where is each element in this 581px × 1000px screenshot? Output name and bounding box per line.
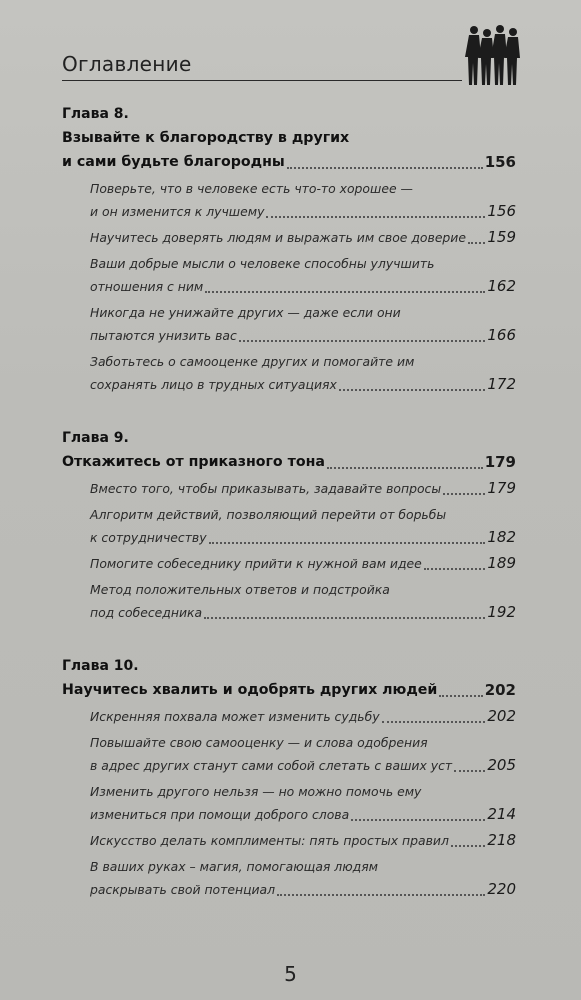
toc-entry[interactable]	[90, 350, 516, 396]
toc-entry[interactable]	[90, 829, 516, 852]
entry-line1: Повышайте свою самооценку — и слова одобрения	[90, 735, 428, 750]
entry-line1: Поверьте, что в человеке есть что-то хорошее —	[90, 181, 413, 196]
chapter-number: Глава 10.	[62, 658, 139, 674]
page-title: Оглавление	[62, 52, 192, 76]
chapter-number: Глава 9.	[62, 430, 129, 446]
page-ref: 159	[487, 228, 516, 246]
entry-line1: Метод положительных ответов и подстройка	[90, 582, 390, 597]
leader-dots	[439, 695, 482, 697]
toc-header	[62, 48, 462, 81]
leader-dots	[339, 389, 486, 391]
entry-line2: к сотрудничеству	[90, 530, 207, 545]
entry-line1: Заботьтесь о самооценке других и помогайте им	[90, 354, 415, 369]
toc-entry[interactable]	[90, 705, 516, 728]
leader-dots	[287, 167, 483, 169]
entry-line2: Помогите собеседнику прийти к нужной вам идее	[90, 556, 422, 571]
page-ref: 172	[487, 375, 516, 393]
page-ref: 218	[487, 831, 516, 849]
entry-line2: сохранять лицо в трудных ситуациях	[90, 377, 337, 392]
entry-line2: и он изменится к лучшему	[90, 204, 265, 219]
page-ref: 156	[484, 153, 516, 171]
page-ref: 192	[487, 603, 516, 621]
entry-line1: Алгоритм действий, позволяющий перейти от борьбы	[90, 507, 447, 522]
page-ref: 189	[487, 554, 516, 572]
leader-dots	[451, 845, 485, 847]
leader-dots	[209, 542, 486, 544]
chapter-title-line2: и сами будьте благородны	[62, 154, 285, 170]
entry-line1: В ваших руках – магия, помогающая людям	[90, 859, 379, 874]
leader-dots	[266, 216, 485, 218]
page-number: 5	[284, 962, 297, 986]
page-ref: 182	[487, 528, 516, 546]
entry-line2: отношения с ним	[90, 279, 204, 294]
chapter-title-line2: Откажитесь от приказного тона	[62, 454, 325, 470]
leader-dots	[454, 770, 485, 772]
leader-dots	[327, 467, 483, 469]
entry-line2: измениться при помощи доброго слова	[90, 807, 350, 822]
page-ref: 162	[487, 277, 516, 295]
chapter-title-line2: Научитесь хвалить и одобрять других людей	[62, 682, 438, 698]
leader-dots	[351, 819, 485, 821]
entry-line1: Ваши добрые мысли о человеке способны улучшить	[90, 256, 435, 271]
entry-line2: раскрывать свой потенциал	[90, 882, 276, 897]
page-ref: 179	[487, 479, 516, 497]
chapter-8	[62, 104, 516, 396]
toc-entry[interactable]	[90, 177, 516, 223]
toc-entry[interactable]	[90, 780, 516, 826]
toc-entry[interactable]	[90, 731, 516, 777]
leader-dots	[205, 291, 485, 293]
entry-line2: Вместо того, чтобы приказывать, задавайте вопросы	[90, 481, 442, 496]
leader-dots	[239, 340, 486, 342]
leader-dots	[204, 617, 485, 619]
toc-entry[interactable]	[90, 252, 516, 298]
toc-entry[interactable]	[90, 578, 516, 624]
leader-dots	[277, 894, 485, 896]
toc-entry[interactable]	[90, 855, 516, 901]
toc-entry[interactable]	[90, 301, 516, 347]
chapter-title[interactable]	[62, 678, 516, 702]
entry-line2: Искренняя похвала может изменить судьбу	[90, 709, 380, 724]
entry-line2: Искусство делать комплименты: пять простых правил	[90, 833, 449, 848]
leader-dots	[468, 242, 485, 244]
entry-line2: в адрес других станут сами собой слетать с ваших уст	[90, 758, 453, 773]
toc-entry[interactable]	[90, 503, 516, 549]
chapter-title[interactable]	[62, 126, 516, 174]
page-ref: 179	[484, 453, 516, 471]
page-ref: 156	[487, 202, 516, 220]
entry-line1: Никогда не унижайте других — даже если они	[90, 305, 401, 320]
entry-line2: пытаются унизить вас	[90, 328, 237, 343]
leader-dots	[424, 568, 486, 570]
chapter-title-line1: Взывайте к благородству в других	[62, 130, 350, 146]
page-ref: 202	[484, 681, 516, 699]
leader-dots	[382, 721, 486, 723]
chapter-10	[62, 656, 516, 901]
entry-line2: Научитесь доверять людям и выражать им свое доверие	[90, 230, 466, 245]
chapter-number: Глава 8.	[62, 106, 129, 122]
toc-entry[interactable]	[90, 477, 516, 500]
page-ref: 220	[487, 880, 516, 898]
page-ref: 166	[487, 326, 516, 344]
entry-line2: под собеседника	[90, 605, 203, 620]
page-ref: 214	[487, 805, 516, 823]
leader-dots	[443, 493, 485, 495]
toc-entry[interactable]	[90, 226, 516, 249]
page-ref: 205	[487, 756, 516, 774]
entry-line1: Изменить другого нельзя — но можно помочь ему	[90, 784, 422, 799]
chapter-title[interactable]	[62, 450, 516, 474]
toc-entry[interactable]	[90, 552, 516, 575]
people-silhouettes-icon	[463, 24, 523, 88]
page-ref: 202	[487, 707, 516, 725]
chapter-9	[62, 428, 516, 624]
